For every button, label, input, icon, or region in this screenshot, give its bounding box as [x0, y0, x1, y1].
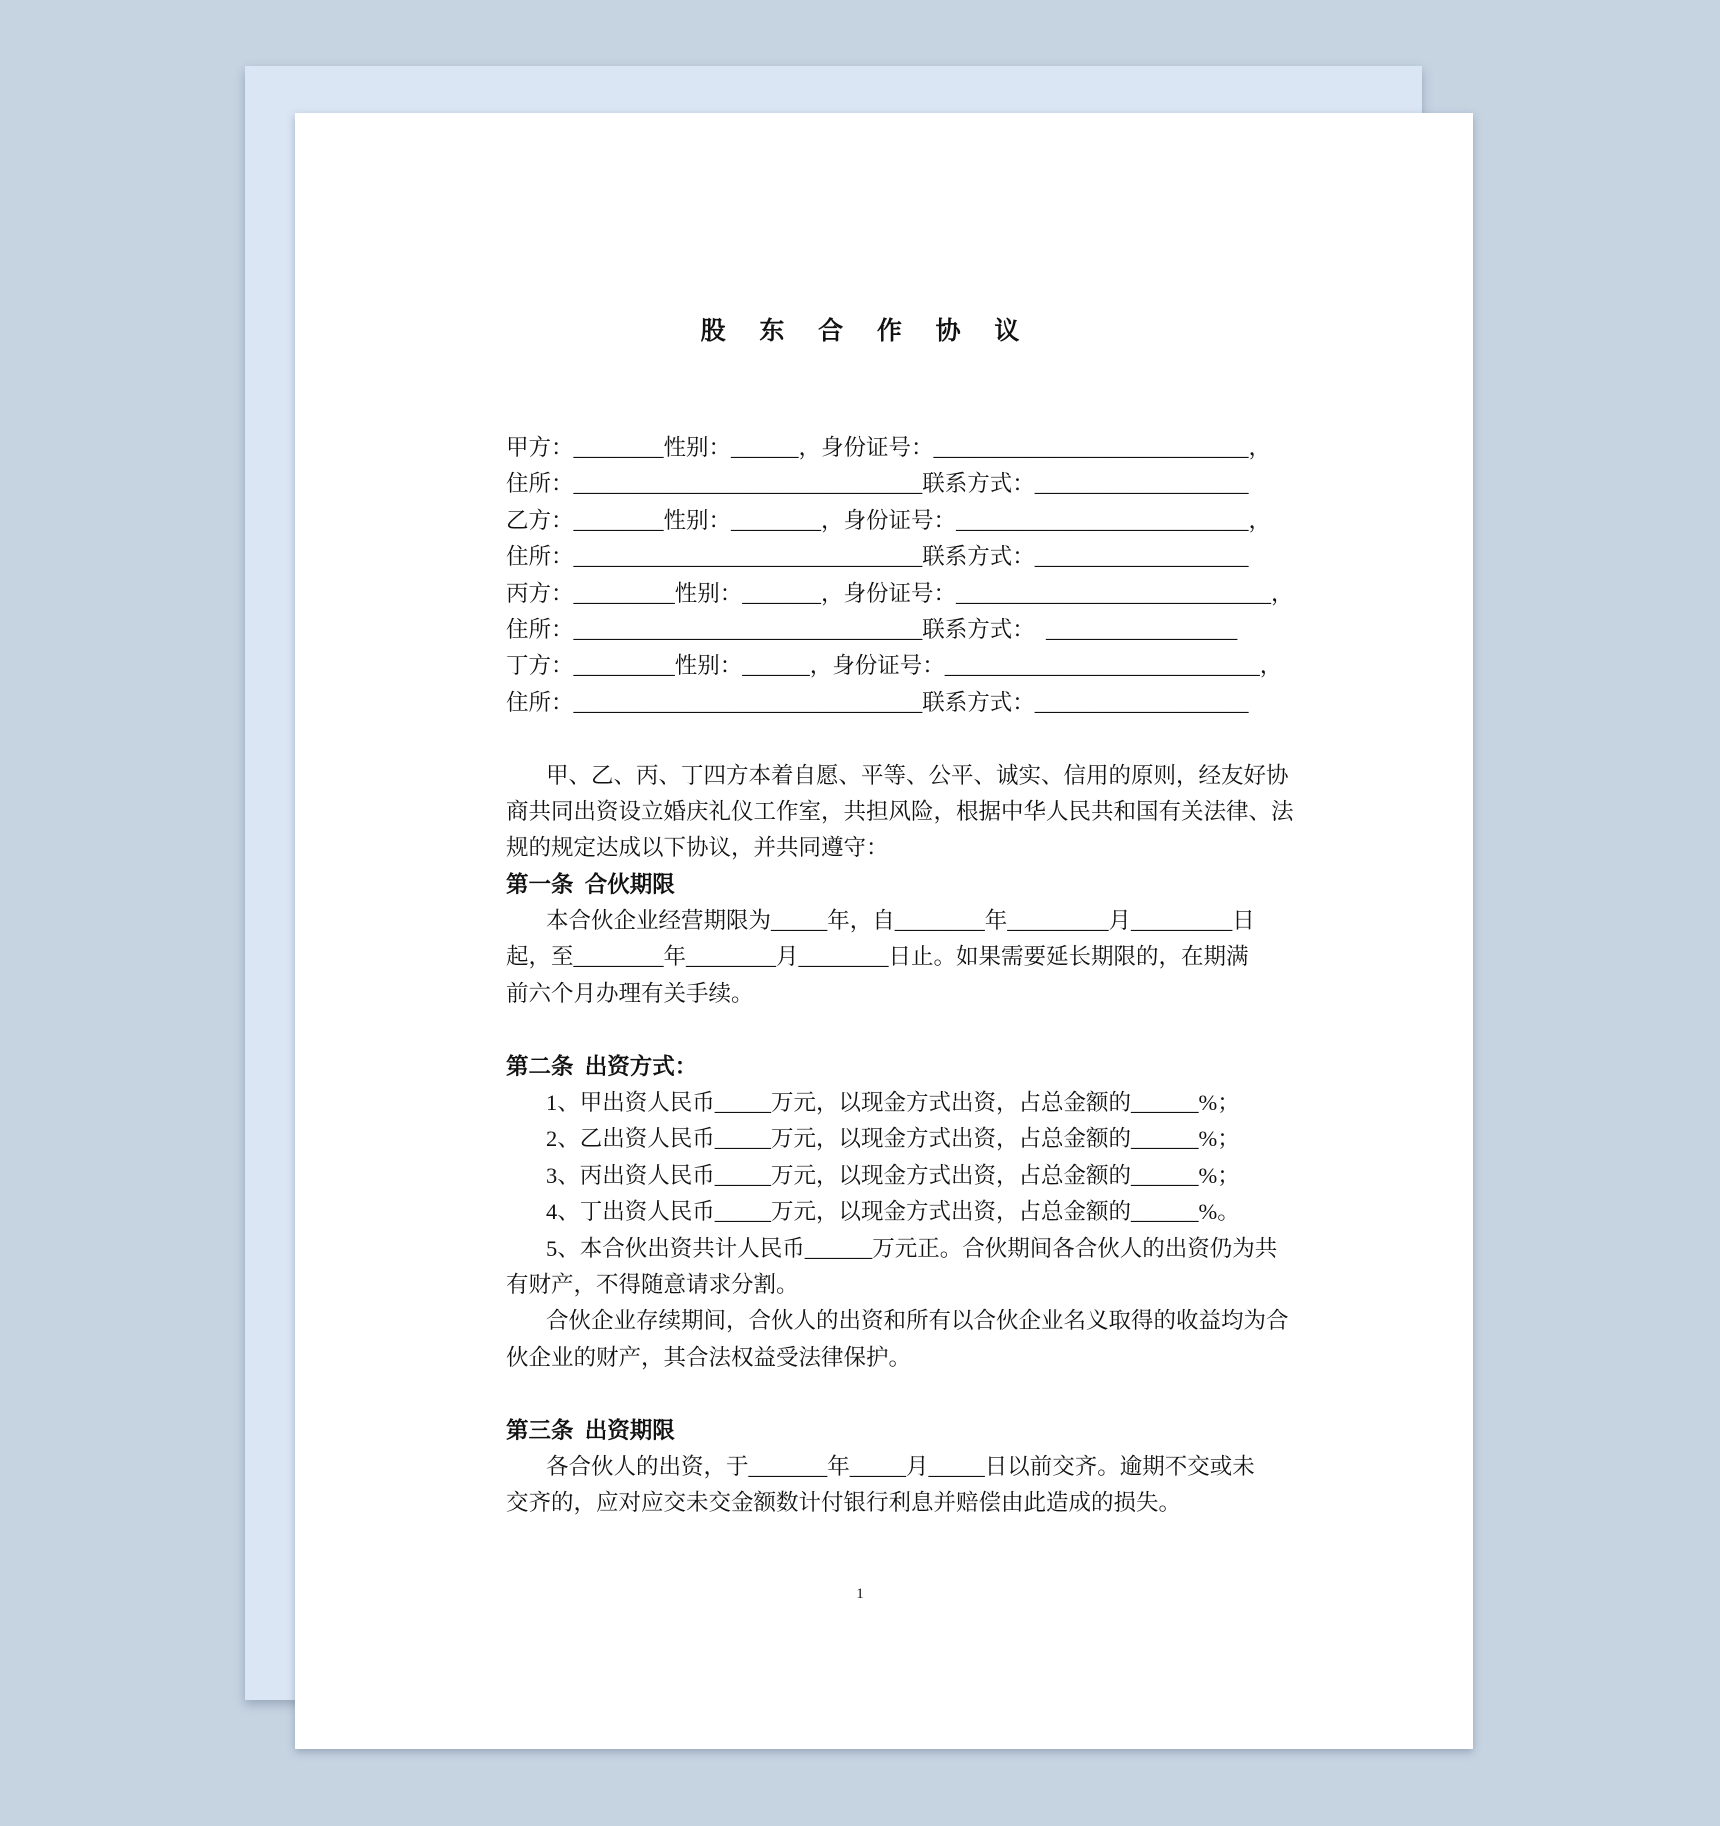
- party-c-line: 丙方：_________性别：_______，身份证号：____________________________，: [506, 580, 1294, 606]
- party-a-address-line: 住所：_______________________________联系方式：___________________: [506, 471, 1249, 497]
- preamble-line: 规的规定达成以下协议，并共同遵守：: [506, 835, 889, 861]
- preamble-line: 甲、乙、丙、丁四方本着自愿、平等、公平、诚实、信用的原则，经友好协: [546, 762, 1289, 788]
- article-2-line: 伙企业的财产，其合法权益受法律保护。: [506, 1344, 912, 1370]
- party-b-address-line: 住所：_______________________________联系方式：___________________: [506, 544, 1249, 570]
- party-d-address-line: 住所：_______________________________联系方式：___________________: [506, 689, 1249, 715]
- article-2-line: 有财产，不得随意请求分割。: [506, 1271, 799, 1297]
- article-2-line: 合伙企业存续期间，合伙人的出资和所有以合伙企业名义取得的收益均为合: [546, 1308, 1289, 1334]
- article-3-line: 交齐的，应对应交未交金额数计付银行利息并赔偿由此造成的损失。: [506, 1490, 1182, 1516]
- document-body: [506, 430, 1294, 1522]
- preamble-line: 商共同出资设立婚庆礼仪工作室，共担风险，根据中华人民共和国有关法律、法: [506, 798, 1294, 824]
- blank-line: [506, 1012, 1286, 1048]
- page-number: 1: [856, 1586, 864, 1602]
- article-2-heading: 第二条 出资方式：: [506, 1053, 698, 1079]
- article-3-heading: 第三条 出资期限: [506, 1417, 675, 1443]
- party-c-address-line: 住所：_______________________________联系方式： _________________: [506, 616, 1238, 642]
- article-3-line: 各合伙人的出资，于_______年_____月_____日以前交齐。逾期不交或未: [546, 1453, 1255, 1479]
- blank-line: [506, 1376, 1286, 1412]
- article-2-item: 2、乙出资人民币_____万元，以现金方式出资，占总金额的______%；: [546, 1126, 1240, 1152]
- blank-line: [506, 721, 1286, 757]
- article-1-line: 前六个月办理有关手续。: [506, 980, 754, 1006]
- article-1-line: 本合伙企业经营期限为_____年，自________年_________月_________日: [546, 908, 1255, 934]
- document-title: 股 东 合 作 协 议: [700, 318, 1034, 345]
- party-b-line: 乙方：________性别：________，身份证号：__________________________，: [506, 507, 1272, 533]
- party-d-line: 丁方：_________性别：______，身份证号：____________________________，: [506, 653, 1283, 679]
- article-2-item: 3、丙出资人民币_____万元，以现金方式出资，占总金额的______%；: [546, 1162, 1240, 1188]
- article-1-heading: 第一条 合伙期限: [506, 871, 675, 897]
- article-1-line: 起，至________年________月________日止。如果需要延长期限的，在期满: [506, 944, 1249, 970]
- article-2-item: 1、甲出资人民币_____万元，以现金方式出资，占总金额的______%；: [546, 1090, 1240, 1116]
- article-2-item: 5、本合伙出资共计人民币______万元正。合伙期间各合伙人的出资仍为共: [546, 1235, 1278, 1261]
- article-2-item: 4、丁出资人民币_____万元，以现金方式出资，占总金额的______%。: [546, 1199, 1240, 1225]
- party-a-line: 甲方：________性别：______，身份证号：____________________________，: [506, 435, 1272, 460]
